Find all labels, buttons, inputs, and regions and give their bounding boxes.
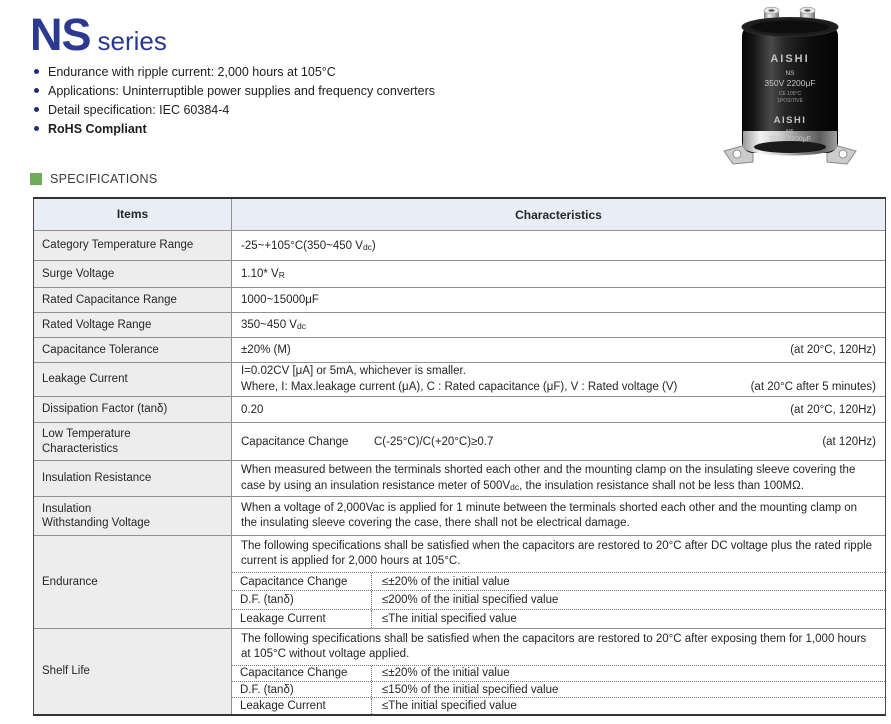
condition-text: (at 20°C, 120Hz) xyxy=(790,344,876,356)
condition-text: (at 20°C, 120Hz) xyxy=(790,403,876,416)
sub-item-spec: ≤The initial specified value xyxy=(382,612,517,625)
bullet-text: Endurance with ripple current: 2,000 hours at 105°C xyxy=(48,64,336,79)
test-description: The following specifications shall be satisfied when the capacitors are restored to 20°C after exposing them for 1,000 hours at 105°C without voltage applied. xyxy=(232,629,885,666)
sub-item-label: Leakage Current xyxy=(232,698,372,714)
characteristic-value xyxy=(232,261,885,287)
col-header-characteristics: Characteristics xyxy=(515,207,602,222)
item-label: Rated Voltage Range xyxy=(34,313,232,337)
spec-subrow xyxy=(232,682,885,698)
value-text: When measured between the terminals shorted each other and the mounting clamp on the insulating sleeve covering the case by using an insulation resistance meter of 500Vdc, the insulation resistance shall not be less than 100MΩ. xyxy=(241,464,856,492)
row-rated-capacitance xyxy=(34,287,885,312)
item-label: Shelf Life xyxy=(34,629,232,714)
item-label-line1: Insulation xyxy=(42,502,92,515)
rating-text: 350V 2200μF xyxy=(768,136,812,143)
spec-subrow xyxy=(232,591,885,609)
row-insulation-withstanding xyxy=(34,496,885,535)
item-label xyxy=(34,497,232,535)
item-label: Category Temperature Range xyxy=(34,231,232,260)
bullet-item xyxy=(34,119,435,138)
subscript: dc xyxy=(296,321,306,331)
value-text: Where, I: Max.leakage current (μA), C : Rated capacitance (μF), V : Rated voltage (V) xyxy=(241,380,678,393)
section-title: SPECIFICATIONS xyxy=(50,172,158,186)
item-label-line1: Low Temperature xyxy=(42,428,131,441)
value-text: 0.20 xyxy=(241,403,264,416)
capacitor-illustration xyxy=(697,4,883,176)
brand-text: AISHI xyxy=(773,115,807,126)
bullet-dot-icon xyxy=(34,69,39,74)
item-label-line2: Withstanding Voltage xyxy=(42,517,151,529)
sub-item-label: D.F. (tanδ) xyxy=(232,591,372,608)
brand-text: AISHI xyxy=(770,53,810,65)
condition-text: (at 20°C after 5 minutes) xyxy=(750,380,876,393)
sub-item-label: Leakage Current xyxy=(232,610,372,628)
characteristic-value xyxy=(232,397,885,422)
row-shelf-life xyxy=(34,628,885,714)
bullet-text: RoHS Compliant xyxy=(48,121,147,136)
item-label-line2: Characteristics xyxy=(42,442,119,455)
item-label: Rated Capacitance Range xyxy=(34,288,232,312)
row-leakage-current xyxy=(34,362,885,396)
value-text: 1.10* VR xyxy=(241,268,285,280)
spec-table xyxy=(33,197,886,716)
item-label xyxy=(34,423,232,460)
section-marker-icon xyxy=(30,173,42,185)
bullet-text: Detail specification: IEC 60384-4 xyxy=(48,102,230,117)
test-description: The following specifications shall be satisfied when the capacitors are restored to 20°C after DC voltage plus the rated ripple current is applied for 2,000 hours at 105°C. xyxy=(232,536,885,573)
series-name: NS xyxy=(30,9,91,60)
sub-item-spec: ≤150% of the initial specified value xyxy=(382,683,559,696)
value-line-1: I=0.02CV [μA] or 5mA, whichever is smaller. xyxy=(241,364,466,377)
item-label: Surge Voltage xyxy=(34,261,232,287)
value-text: 350~450 Vdc xyxy=(241,319,306,331)
value-text: 1000~15000μF xyxy=(241,294,319,306)
row-low-temperature xyxy=(34,422,885,460)
series-title xyxy=(30,9,167,60)
temp-class-text: CE 105°C xyxy=(778,91,802,97)
sub-item-label: D.F. (tanδ) xyxy=(232,682,372,697)
characteristic-value xyxy=(232,461,885,496)
row-surge-voltage xyxy=(34,260,885,287)
item-label: Dissipation Factor (tanδ) xyxy=(34,397,232,422)
spec-subrow xyxy=(232,666,885,682)
spec-subrow xyxy=(232,610,885,628)
bullet-dot-icon xyxy=(34,88,39,93)
characteristic-value xyxy=(232,231,885,260)
item-label: Endurance xyxy=(34,536,232,628)
value-text: -25~+105°C(350~450 Vdc) xyxy=(241,239,376,252)
subscript: dc xyxy=(510,481,520,492)
characteristic-value xyxy=(232,313,885,337)
characteristic-value xyxy=(232,288,885,312)
value-text: When a voltage of 2,000Vac is applied for 1 minute between the terminals shorted each other and the mounting clamp on the insulating sleeve covering the case, there shall not be electrical damage. xyxy=(241,501,858,529)
row-category-temperature xyxy=(34,230,885,260)
section-header xyxy=(30,172,157,186)
sub-item-spec: ≤±20% of the initial value xyxy=(382,575,510,588)
capacitor-photo xyxy=(697,4,883,181)
characteristic-value xyxy=(232,423,885,460)
characteristic-value xyxy=(232,536,885,628)
row-capacitance-tolerance xyxy=(34,337,885,362)
row-endurance xyxy=(34,535,885,628)
col-header-items: Items xyxy=(34,199,232,230)
bullet-item xyxy=(34,62,435,81)
bullet-dot-icon xyxy=(34,126,39,131)
row-dissipation-factor xyxy=(34,396,885,422)
bullet-text: Applications: Uninterruptible power supplies and frequency converters xyxy=(48,83,436,98)
spec-subrow xyxy=(232,698,885,714)
table-header-row xyxy=(34,199,885,230)
polarity-text: 1POSITIVE xyxy=(777,98,803,104)
sub-item-spec: ≤The initial specified value xyxy=(382,700,517,713)
row-rated-voltage xyxy=(34,312,885,337)
value-text: C(-25°C)/C(+20°C)≥0.7 xyxy=(374,435,494,448)
item-label: Leakage Current xyxy=(34,363,232,396)
bullet-item xyxy=(34,100,435,119)
bullet-dot-icon xyxy=(34,107,39,112)
sub-item-label: Capacitance Change xyxy=(232,573,372,590)
spec-subrow xyxy=(232,573,885,591)
item-label: Capacitance Tolerance xyxy=(34,338,232,362)
series-suffix: series xyxy=(97,26,167,56)
feature-bullets xyxy=(34,62,435,138)
value-line-2 xyxy=(241,380,876,396)
value-text: ±20% (M) xyxy=(241,344,291,356)
item-label: Insulation Resistance xyxy=(34,461,232,496)
bullet-item xyxy=(34,81,435,100)
rating-text: 350V 2200μF xyxy=(764,78,816,88)
sub-item-label: Capacitance Change xyxy=(232,666,372,681)
row-insulation-resistance xyxy=(34,460,885,496)
subscript: dc xyxy=(362,241,372,252)
characteristic-value xyxy=(232,338,885,362)
sub-item-label: Capacitance Change xyxy=(241,435,349,448)
condition-text: (at 120Hz) xyxy=(822,435,876,448)
sub-item-spec: ≤200% of the initial specified value xyxy=(382,593,559,606)
series-text: NS xyxy=(786,129,794,135)
characteristic-value xyxy=(232,629,885,714)
series-text: NS xyxy=(785,70,795,77)
sub-item-spec: ≤±20% of the initial value xyxy=(382,667,510,680)
subscript: R xyxy=(278,270,285,280)
characteristic-value xyxy=(232,363,885,396)
characteristic-value xyxy=(232,497,885,535)
